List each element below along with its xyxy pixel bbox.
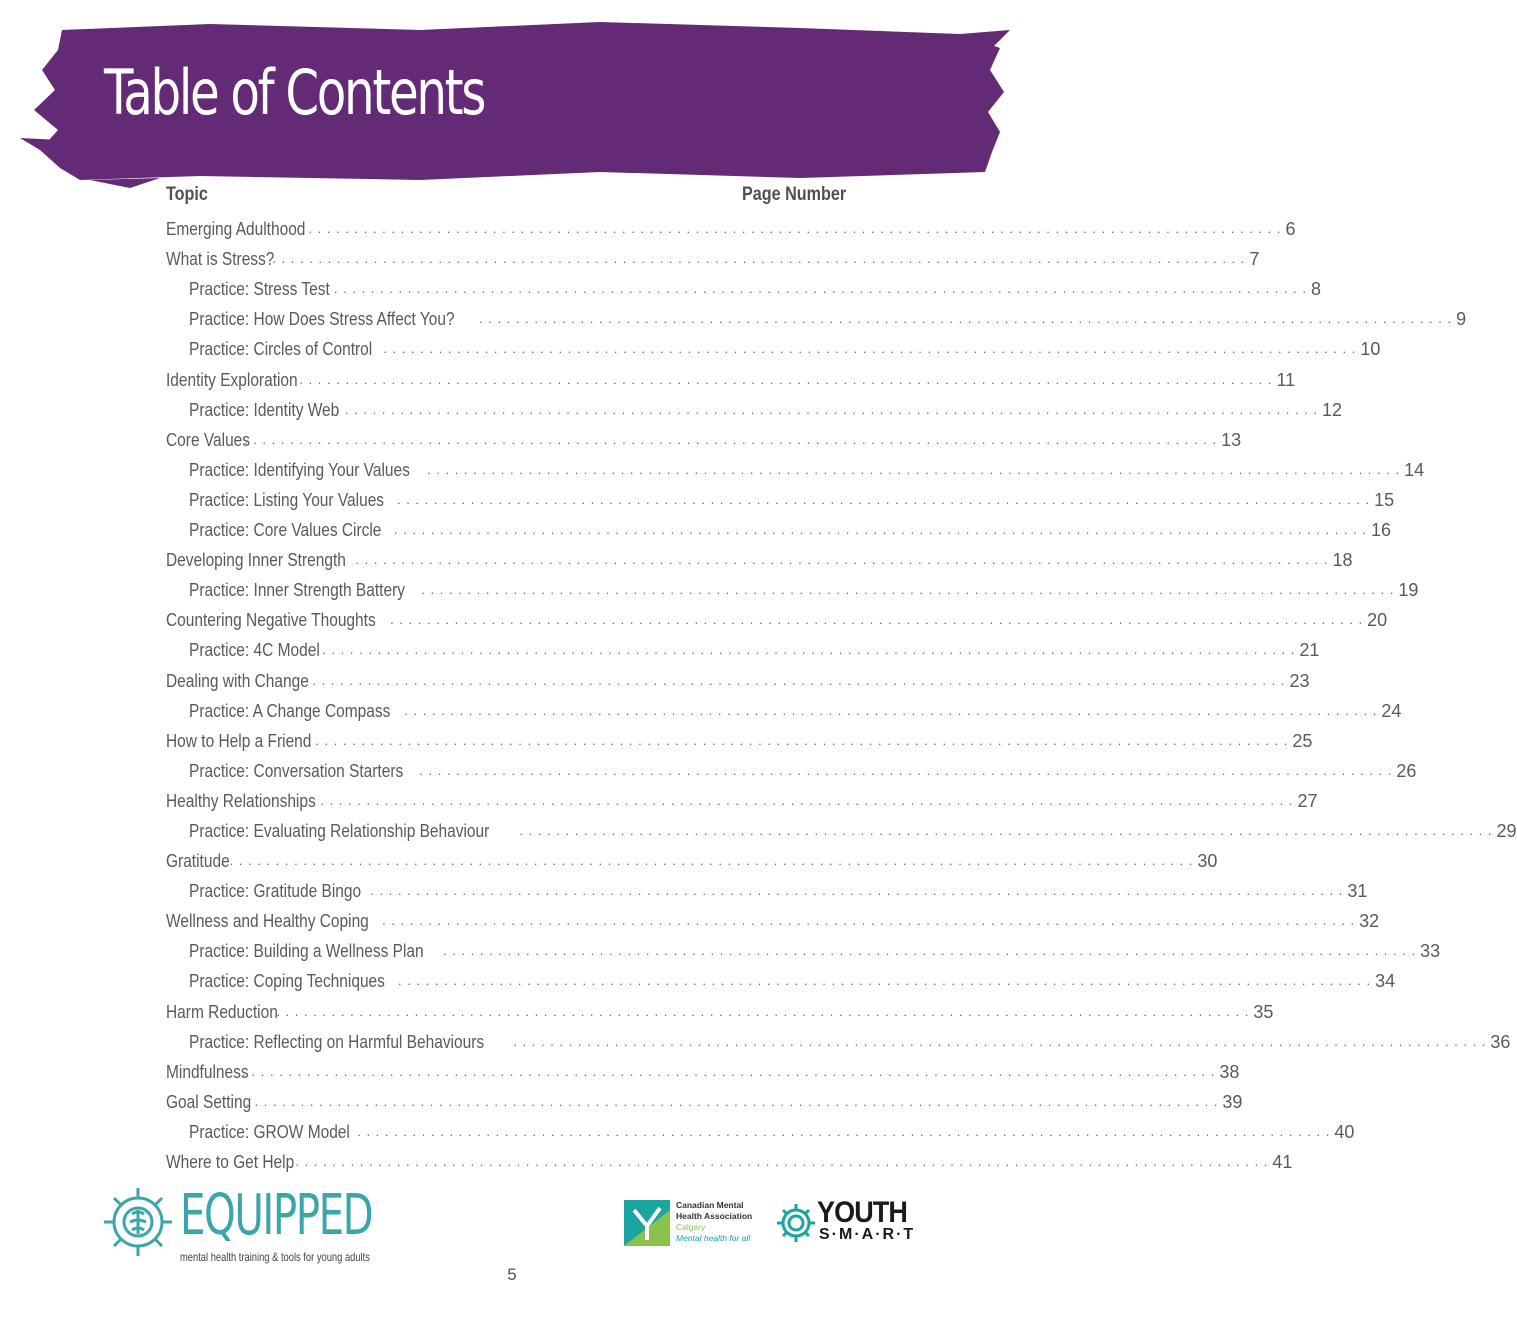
- dot-leader: . . . . . . . . . . . . . . . . . . . . . . . . . . . . . . . . . . . . . . . . . . . . . . . . . . . . . . . . . . . . . . . . . . . . . . . . . . . . . . . . . . . . . . . . . . . . . . . . . . . . . . . . . .: [295, 1154, 1269, 1169]
- toc-subentry: [166, 481, 1395, 511]
- toc-header: [166, 180, 866, 210]
- toc-entry: [166, 1083, 1243, 1113]
- toc-entry-page: 7: [1249, 249, 1260, 270]
- toc-entry-label: Practice: Gratitude Bingo: [189, 881, 362, 902]
- toc-entry-page: 34: [1375, 971, 1396, 992]
- toc-entry-label: Dealing with Change: [166, 670, 309, 691]
- dot-leader: . . . . . . . . . . . . . . . . . . . . . . . . . . . . . . . . . . . . . . . . . . . . . . . . . . . . . . . . . . . . . . . . . . . . . . . . . . . . . . . . . . . . . . . . . . . . . . . . . . . . . . . . . .: [312, 672, 1286, 688]
- toc-entry-label: Countering Negative Thoughts: [166, 610, 376, 631]
- toc-subentry: [166, 631, 1320, 661]
- toc-entry-label: Practice: A Change Compass: [189, 700, 391, 721]
- toc-entry-page: 20: [1367, 610, 1388, 631]
- page-number: 5: [507, 1265, 517, 1284]
- toc-entry-label: Developing Inner Strength: [166, 550, 346, 571]
- dot-leader: . . . . . . . . . . . . . . . . . . . . . . . . . . . . . . . . . . . . . . . . . . . . . . . . . . . . . . . . . . . . . . . . . . . . . . . . . . . . . . . . . . . . . . . . . . . . . . . . . . . . . . . . . .: [513, 1033, 1487, 1049]
- toc-entry-page: 8: [1311, 279, 1322, 300]
- dot-leader: . . . . . . . . . . . . . . . . . . . . . . . . . . . . . . . . . . . . . . . . . . . . . . . . . . . . . . . . . . . . . . . . . . . . . . . . . . . . . . . . . . . . . . . . . . . . . . . . . . . . . . . . . .: [276, 1003, 1250, 1019]
- dot-leader: . . . . . . . . . . . . . . . . . . . . . . . . . . . . . . . . . . . . . . . . . . . . . . . . . . . . . . . . . . . . . . . . . . . . . . . . . . . . . . . . . . . . . . . . . . . . . . . . . . . . . . . . . .: [344, 401, 1319, 417]
- cmha-line-4: Mental health for all: [676, 1233, 751, 1243]
- toc-entry-page: 21: [1299, 640, 1320, 661]
- toc-entry-label: Practice: How Does Stress Affect You?: [189, 309, 455, 330]
- toc-entry-page: 12: [1322, 399, 1343, 420]
- toc-entry-page: 29: [1496, 820, 1517, 841]
- cmha-line-3: Calgary: [676, 1222, 706, 1232]
- toc-entry: [166, 601, 1388, 631]
- toc-entry-label: Identity Exploration: [166, 369, 298, 390]
- dot-leader: . . . . . . . . . . . . . . . . . . . . . . . . . . . . . . . . . . . . . . . . . . . . . . . . . . . . . . . . . . . . . . . . . . . . . . . . . . . . . . . . . . . . . . . . . . . . . . . . . . . . . . . . . .: [245, 1093, 1219, 1109]
- toc-subentry: [166, 1023, 1511, 1053]
- toc-entry: [166, 722, 1313, 752]
- cmha-text: [676, 1200, 752, 1244]
- toc-entry-label: Practice: Identifying Your Values: [189, 459, 410, 480]
- dot-leader: . . . . . . . . . . . . . . . . . . . . . . . . . . . . . . . . . . . . . . . . . . . . . . . . . . . . . . . . . . . . . . . . . . . . . . . . . . . . . . . . . . . . . . . . . . . . . . . . . . . . . . . . . .: [419, 762, 1393, 778]
- toc-entry-page: 23: [1289, 670, 1310, 691]
- toc-entry-label: Practice: Conversation Starters: [189, 760, 404, 781]
- toc-entry-label: Practice: Building a Wellness Plan: [189, 941, 424, 962]
- toc-entry: [166, 661, 1310, 691]
- table-of-contents: [166, 180, 1517, 1173]
- toc-entry-page: 40: [1334, 1121, 1355, 1142]
- toc-entry-page: 15: [1374, 489, 1395, 510]
- toc-entry-page: 14: [1404, 459, 1425, 480]
- toc-entry-page: 25: [1292, 730, 1313, 751]
- toc-entry-page: 24: [1381, 700, 1402, 721]
- toc-subentry: [166, 270, 1322, 300]
- dot-leader: . . . . . . . . . . . . . . . . . . . . . . . . . . . . . . . . . . . . . . . . . . . . . . . . . . . . . . . . . . . . . . . . . . . . . . . . . . . . . . . . . . . . . . . . . . . . . . . . . . . . . . . . . .: [322, 642, 1296, 658]
- toc-entry-label: Core Values: [166, 429, 251, 450]
- dot-leader: . . . . . . . . . . . . . . . . . . . . . . . . . . . . . . . . . . . . . . . . . . . . . . . . . . . . . . . . . . . . . . . . . . . . . . . . . . . . . . . . . . . . . . . . . . . . . . . . . . . . . . . . . .: [272, 251, 1246, 267]
- dot-leader: . . . . . . . . . . . . . . . . . . . . . . . . . . . . . . . . . . . . . . . . . . . . . . . . . . . . . . . . . . . . . . . . . . . . . . . . . . . . . . . . . . . . . . . . . . . . . . . . . . . . . . . . . .: [404, 702, 1378, 718]
- toc-entry-label: Practice: Evaluating Relationship Behaviour: [189, 820, 490, 841]
- toc-entry: [166, 902, 1380, 932]
- toc-subentry: [166, 391, 1343, 421]
- toc-entry-page: 27: [1297, 790, 1318, 811]
- youth-wordmark: YOUTH: [817, 1196, 907, 1229]
- toc-entry: [166, 360, 1296, 390]
- toc-entry-label: Practice: Identity Web: [189, 399, 340, 420]
- toc-entry-page: 39: [1222, 1091, 1243, 1112]
- cmha-line-1: Canadian Mental: [676, 1200, 744, 1210]
- cmha-emblem-icon: [624, 1200, 670, 1246]
- toc-subentry: [166, 330, 1381, 360]
- toc-entry: [166, 842, 1218, 872]
- toc-subentry: [166, 812, 1517, 842]
- dot-leader: . . . . . . . . . . . . . . . . . . . . . . . . . . . . . . . . . . . . . . . . . . . . . . . . . . . . . . . . . . . . . . . . . . . . . . . . . . . . . . . . . . . . . . . . . . . . . . . . . . . . . . . . . .: [220, 853, 1194, 869]
- toc-subentry: [166, 1113, 1355, 1143]
- toc-entry-label: Practice: Coping Techniques: [189, 971, 385, 992]
- equipped-wordmark: EQUIPPED: [180, 1183, 373, 1248]
- toc-entry-page: 6: [1285, 219, 1296, 240]
- toc-entry-page: 31: [1347, 881, 1368, 902]
- dot-leader: . . . . . . . . . . . . . . . . . . . . . . . . . . . . . . . . . . . . . . . . . . . . . . . . . . . . . . . . . . . . . . . . . . . . . . . . . . . . . . . . . . . . . . . . . . . . . . . . . . . . . . . . . .: [333, 281, 1307, 297]
- dot-leader: . . . . . . . . . . . . . . . . . . . . . . . . . . . . . . . . . . . . . . . . . . . . . . . . . . . . . . . . . . . . . . . . . . . . . . . . . . . . . . . . . . . . . . . . . . . . . . . . . . . . . . . . . .: [479, 311, 1453, 327]
- toc-entry-label: Practice: Listing Your Values: [189, 489, 385, 510]
- toc-entry-label: What is Stress?: [166, 249, 275, 270]
- toc-entry-label: Practice: Stress Test: [189, 279, 330, 300]
- toc-entry: [166, 210, 1296, 240]
- youth-smart-logo: [775, 1198, 915, 1248]
- toc-subentry: [166, 300, 1467, 330]
- toc-entry-label: Practice: Inner Strength Battery: [189, 580, 405, 601]
- toc-entry-page: 38: [1219, 1061, 1240, 1082]
- toc-entry: [166, 1053, 1240, 1083]
- toc-subentry: [166, 571, 1419, 601]
- dot-leader: . . . . . . . . . . . . . . . . . . . . . . . . . . . . . . . . . . . . . . . . . . . . . . . . . . . . . . . . . . . . . . . . . . . . . . . . . . . . . . . . . . . . . . . . . . . . . . . . . . . . . . . . . .: [442, 943, 1417, 959]
- dot-leader: . . . . . . . . . . . . . . . . . . . . . . . . . . . . . . . . . . . . . . . . . . . . . . . . . . . . . . . . . . . . . . . . . . . . . . . . . . . . . . . . . . . . . . . . . . . . . . . . . . . . . . . . . .: [242, 1063, 1216, 1079]
- toc-entry-page: 30: [1197, 851, 1218, 872]
- dot-leader: . . . . . . . . . . . . . . . . . . . . . . . . . . . . . . . . . . . . . . . . . . . . . . . . . . . . . . . . . . . . . . . . . . . . . . . . . . . . . . . . . . . . . . . . . . . . . . . . . . . . . . . . . .: [421, 582, 1395, 598]
- toc-entry: [166, 541, 1353, 571]
- toc-subentry: [166, 932, 1441, 962]
- toc-entry-page: 19: [1398, 580, 1419, 601]
- toc-entry-label: Wellness and Healthy Coping: [166, 911, 369, 932]
- dot-leader: . . . . . . . . . . . . . . . . . . . . . . . . . . . . . . . . . . . . . . . . . . . . . . . . . . . . . . . . . . . . . . . . . . . . . . . . . . . . . . . . . . . . . . . . . . . . . . . . . . . . . . . . . .: [315, 732, 1289, 748]
- toc-entry-label: Goal Setting: [166, 1091, 252, 1112]
- toc-entry-label: Emerging Adulthood: [166, 219, 306, 240]
- smart-wordmark: S·M·A·R·T: [819, 1226, 916, 1243]
- toc-entries: [166, 210, 1517, 1173]
- dot-leader: . . . . . . . . . . . . . . . . . . . . . . . . . . . . . . . . . . . . . . . . . . . . . . . . . . . . . . . . . . . . . . . . . . . . . . . . . . . . . . . . . . . . . . . . . . . . . . . . . . . . . . . . . .: [299, 371, 1273, 387]
- toc-entry-label: How to Help a Friend: [166, 730, 312, 751]
- toc-entry-page: 9: [1456, 309, 1467, 330]
- toc-entry-label: Harm Reduction: [166, 1001, 278, 1022]
- equipped-tagline: mental health training & tools for young adults: [180, 1250, 370, 1264]
- dot-leader: . . . . . . . . . . . . . . . . . . . . . . . . . . . . . . . . . . . . . . . . . . . . . . . . . . . . . . . . . . . . . . . . . . . . . . . . . . . . . . . . . . . . . . . . . . . . . . . . . . . . . . . . . .: [355, 552, 1329, 568]
- toc-entry-label: Practice: Core Values Circle: [189, 520, 382, 541]
- dot-leader: . . . . . . . . . . . . . . . . . . . . . . . . . . . . . . . . . . . . . . . . . . . . . . . . . . . . . . . . . . . . . . . . . . . . . . . . . . . . . . . . . . . . . . . . . . . . . . . . . . . . . . . . . .: [383, 341, 1357, 357]
- toc-entry-page: 26: [1396, 760, 1417, 781]
- dot-leader: . . . . . . . . . . . . . . . . . . . . . . . . . . . . . . . . . . . . . . . . . . . . . . . . . . . . . . . . . . . . . . . . . . . . . . . . . . . . . . . . . . . . . . . . . . . . . . . . . . . . . . . . . .: [243, 431, 1218, 447]
- toc-subentry: [166, 872, 1368, 902]
- topic-column-header: Topic: [166, 184, 208, 205]
- dot-leader: . . . . . . . . . . . . . . . . . . . . . . . . . . . . . . . . . . . . . . . . . . . . . . . . . . . . . . . . . . . . . . . . . . . . . . . . . . . . . . . . . . . . . . . . . . . . . . . . . . . . . . . . . .: [519, 822, 1493, 838]
- page-title: Table of Contents: [104, 56, 485, 129]
- gear-brain-icon: [775, 1202, 817, 1244]
- equipped-logo: [100, 1182, 373, 1272]
- dot-leader: . . . . . . . . . . . . . . . . . . . . . . . . . . . . . . . . . . . . . . . . . . . . . . . . . . . . . . . . . . . . . . . . . . . . . . . . . . . . . . . . . . . . . . . . . . . . . . . . . . . . . . . . . .: [320, 792, 1294, 808]
- toc-entry-page: 36: [1490, 1031, 1511, 1052]
- toc-entry-label: Where to Get Help: [166, 1152, 295, 1172]
- dot-leader: . . . . . . . . . . . . . . . . . . . . . . . . . . . . . . . . . . . . . . . . . . . . . . . . . . . . . . . . . . . . . . . . . . . . . . . . . . . . . . . . . . . . . . . . . . . . . . . . . . . . . . . . . .: [427, 461, 1401, 477]
- toc-entry: [166, 782, 1318, 812]
- toc-entry: [166, 992, 1274, 1022]
- dot-leader: . . . . . . . . . . . . . . . . . . . . . . . . . . . . . . . . . . . . . . . . . . . . . . . . . . . . . . . . . . . . . . . . . . . . . . . . . . . . . . . . . . . . . . . . . . . . . . . . . . . . . . . . . .: [393, 522, 1368, 538]
- cmha-logo: [624, 1200, 774, 1250]
- toc-entry-page: 16: [1371, 520, 1392, 541]
- toc-subentry: [166, 451, 1425, 481]
- title-banner: [0, 0, 1024, 200]
- toc-subentry: [166, 511, 1392, 541]
- toc-entry-page: 11: [1276, 369, 1296, 390]
- toc-subentry: [166, 962, 1396, 992]
- gear-brain-icon: [100, 1184, 176, 1260]
- dot-leader: . . . . . . . . . . . . . . . . . . . . . . . . . . . . . . . . . . . . . . . . . . . . . . . . . . . . . . . . . . . . . . . . . . . . . . . . . . . . . . . . . . . . . . . . . . . . . . . . . . . . . . . . . .: [397, 973, 1372, 989]
- dot-leader: . . . . . . . . . . . . . . . . . . . . . . . . . . . . . . . . . . . . . . . . . . . . . . . . . . . . . . . . . . . . . . . . . . . . . . . . . . . . . . . . . . . . . . . . . . . . . . . . . . . . . . . . . .: [357, 1123, 1331, 1139]
- toc-entry-label: Healthy Relationships: [166, 790, 316, 811]
- toc-entry-page: 35: [1253, 1001, 1274, 1022]
- dot-leader: . . . . . . . . . . . . . . . . . . . . . . . . . . . . . . . . . . . . . . . . . . . . . . . . . . . . . . . . . . . . . . . . . . . . . . . . . . . . . . . . . . . . . . . . . . . . . . . . . . . . . . . . . .: [382, 913, 1356, 929]
- toc-entry-page: 10: [1360, 339, 1381, 360]
- footer: [0, 1180, 1024, 1325]
- toc-entry-label: Practice: GROW Model: [189, 1121, 350, 1142]
- toc-entry: [166, 421, 1242, 451]
- toc-entry-label: Gratitude: [166, 851, 230, 872]
- cmha-line-2: Health Association: [676, 1211, 753, 1221]
- toc-entry: [166, 1143, 1293, 1173]
- page-number-column-header: Page Number: [742, 184, 847, 205]
- toc-entry-label: Practice: Circles of Control: [189, 339, 373, 360]
- toc-entry-page: 41: [1272, 1152, 1293, 1172]
- toc-entry-page: 32: [1359, 911, 1380, 932]
- dot-leader: . . . . . . . . . . . . . . . . . . . . . . . . . . . . . . . . . . . . . . . . . . . . . . . . . . . . . . . . . . . . . . . . . . . . . . . . . . . . . . . . . . . . . . . . . . . . . . . . . . . . . . . . . .: [308, 221, 1282, 237]
- toc-entry-label: Practice: 4C Model: [189, 640, 320, 661]
- dot-leader: . . . . . . . . . . . . . . . . . . . . . . . . . . . . . . . . . . . . . . . . . . . . . . . . . . . . . . . . . . . . . . . . . . . . . . . . . . . . . . . . . . . . . . . . . . . . . . . . . . . . . . . . . .: [396, 491, 1371, 507]
- toc-entry-label: Mindfulness: [166, 1061, 249, 1082]
- toc-entry-page: 33: [1420, 941, 1441, 962]
- toc-subentry: [166, 752, 1417, 782]
- dot-leader: . . . . . . . . . . . . . . . . . . . . . . . . . . . . . . . . . . . . . . . . . . . . . . . . . . . . . . . . . . . . . . . . . . . . . . . . . . . . . . . . . . . . . . . . . . . . . . . . . . . . . . . . . .: [390, 612, 1364, 628]
- toc-subentry: [166, 692, 1402, 722]
- toc-entry-label: Practice: Reflecting on Harmful Behaviours: [189, 1031, 485, 1052]
- toc-entry: [166, 240, 1260, 270]
- toc-entry-page: 13: [1221, 429, 1242, 450]
- dot-leader: . . . . . . . . . . . . . . . . . . . . . . . . . . . . . . . . . . . . . . . . . . . . . . . . . . . . . . . . . . . . . . . . . . . . . . . . . . . . . . . . . . . . . . . . . . . . . . . . . . . . . . . . . .: [370, 883, 1344, 899]
- toc-entry-page: 18: [1332, 550, 1353, 571]
